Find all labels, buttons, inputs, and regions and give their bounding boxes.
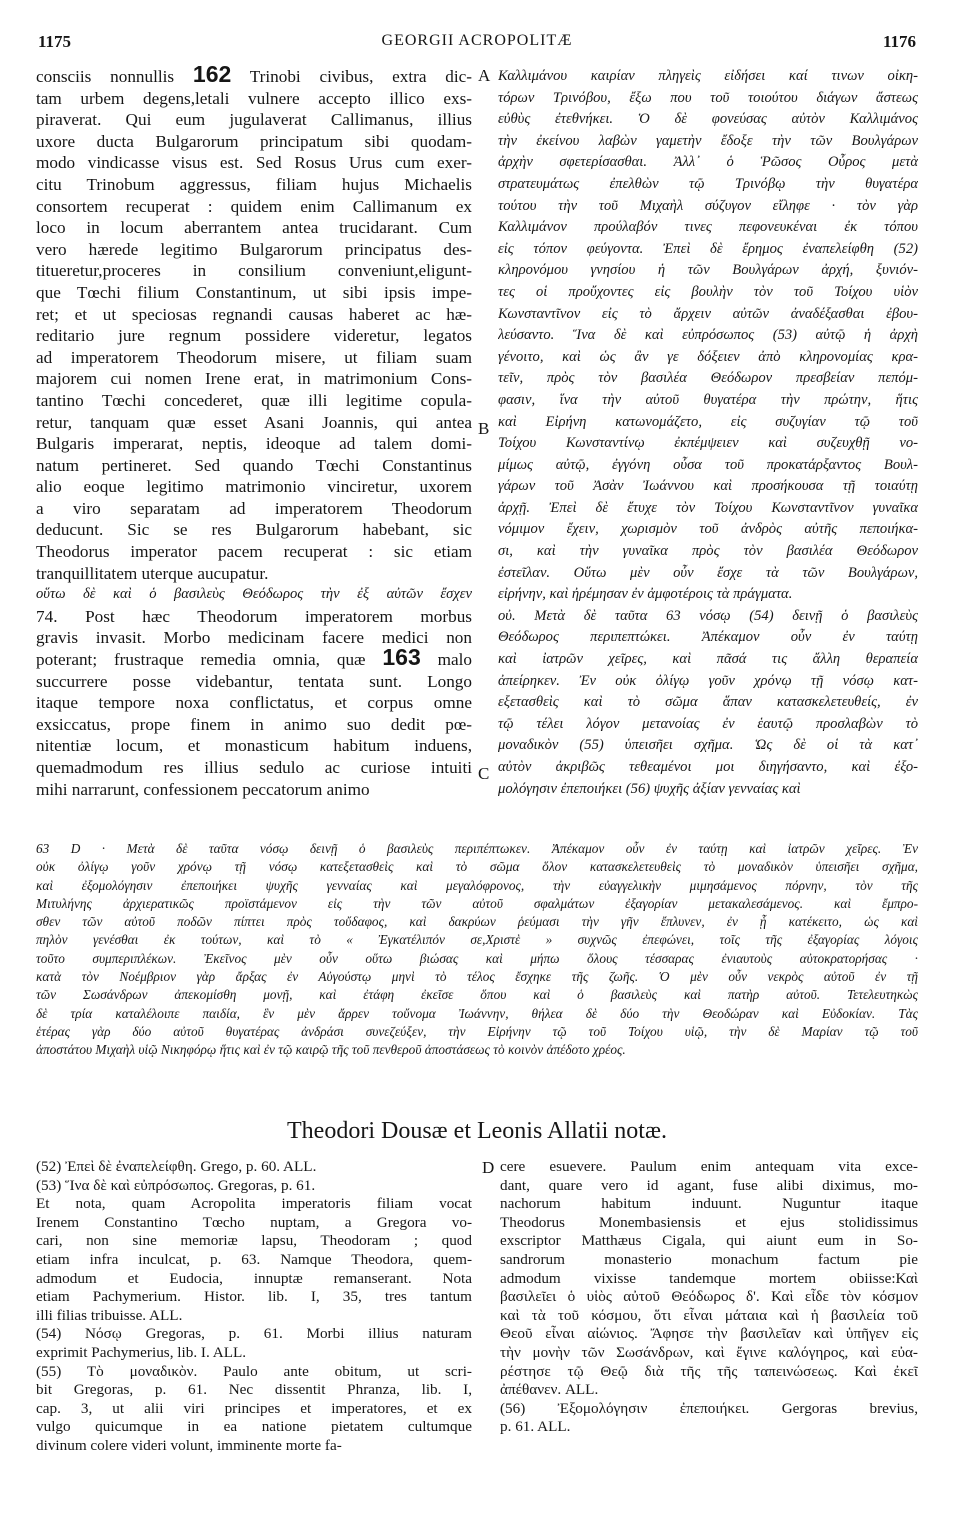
text-line: modo vindicasse visus est. Sed Rosus Urus cum exer-	[36, 153, 472, 173]
text-line: καὶ ἐξομολόγησιν ἐπεποιήκει ψυχῆς γενναίας καὶ μεγαλόφρονος, τὴν εὐαγγελικὴν μιμησάμενος πόρνην, τὸν τῆς	[36, 877, 918, 893]
notes-title: Theodori Dousæ et Leonis Allatii notæ.	[287, 1118, 667, 1144]
text-line: dant, quare vero id agant, fuse alibi diximus, mo-	[500, 1176, 918, 1194]
text-line: οὕτω δὲ καὶ ὁ βασιλεὺς Θεόδωρος τὴν ἐξ αὐτῶν ἔσχεν	[36, 586, 472, 603]
text-line: λεύσαντο. Ἵνα δὲ καὶ εὐπρόσωπος (53) αὐτῷ ἡ ἀρχὴ	[498, 327, 918, 344]
text-line: illi filias tribuisse. ALL.	[36, 1306, 183, 1324]
text-line: εξετασθεὶς καὶ τὸ σῶμα ἅπαν κατασκελετευθείς, ἐν	[498, 694, 918, 711]
text-line: piraverat. Qui eum jugulaverat Callimanus, illius	[36, 110, 472, 130]
margin-letter-c: C	[478, 764, 490, 783]
text-line: cari, non sine memoriæ lapsu, Theodoram ; quod	[36, 1232, 472, 1250]
text-line: quemadmodum res illius sedulo ac curiose intuiti	[36, 758, 472, 777]
notes-left-column	[36, 1158, 472, 1456]
text-line: μολόγησιν ἐπεποιήκει (56) ψυχῆς ἀξίαν γενναίας καὶ	[498, 780, 801, 797]
text-line: τὴν μονὴν τῶν Σωσάνδρων, καὶ ἔγινε καλόγηρος, καὶ εὐα-	[500, 1343, 918, 1361]
text-line: τοῦτο συμπεριπλέκων. Ἐκεῖνος μὲν οὖν οὕτω βιώσας καὶ μήπω ὅλους τέσσαρας ἐνιαυτοὺς αὐτοκρατορήσας ·	[36, 950, 918, 966]
text-line: exprimit Pachymerius, lib. I. ALL.	[36, 1343, 247, 1361]
text-line: ἀπείρηκεν. Ἐν οὐκ ὀλίγῳ γοῦν χρόνῳ τῇ νόσῳ κατ-	[498, 672, 918, 689]
text-line: οὐκ ὀλίγῳ γοῦν χρόνῳ τῇ νόσῳ κατεξετασθεὶς καὶ τὸ σῶμα ὅλον κατασκελετευθεὶς τὸ μοναδικὸν ὑπεισῆει σχῆμα,	[36, 859, 918, 875]
latin-column	[36, 66, 472, 800]
text-line: Καλλιμάνου καιρίαν πληγεὶς εἰδήσει καί τινων οἰκη-	[498, 68, 918, 84]
text-line: a viro separatam ad imperatorem Theodorum	[36, 498, 472, 518]
text-line: Irenem Constantino Tœcho nuptam, a Gregora vo-	[36, 1213, 472, 1231]
margin-letter-b: B	[478, 419, 490, 438]
text-line: ἀρχῇ. Ἐπεὶ δὲ ἔτυχε τὸν Τοίχου Κωνσταντῖνον γυναῖκα	[498, 499, 918, 516]
text-line: τῷ τέλει λόγον μετανοίας ἐν ἑαυτῷ προσλαβὼν τὸ	[498, 715, 918, 732]
text-line: τες οἱ προὔχοντες εἰς βουλὴν τὸν τοῦ Τοίχου υἱὸν	[498, 283, 918, 300]
text-line: (56) Ἐξομολόγησιν ἐπεποιήκει. Gergoras brevius,	[500, 1399, 918, 1417]
text-line: etiam Pachymerium. Histor. lib. I, 35, tres tantum	[36, 1288, 472, 1306]
text-line: φασιν, ἵνα τὴν αὐτοῦ θυγατέρα τὴν πρώτην, ἥτις	[498, 391, 918, 408]
text-line: μοναδικὸν (55) ὑπεισῆει σχῆμα. Ὡς δὲ οἱ τὰ κατ᾽	[498, 737, 918, 754]
text-line: retur, tanquam quæ esset Asani Joannis, qui antea	[36, 412, 472, 432]
text-line: reditario jure regnum possidere videretur, legatos	[36, 326, 472, 346]
text-line: alio eoque legitimo matrimonio vinciretur, uxorem	[36, 477, 472, 497]
text-line: Κωνσταντῖνον εἰς τὸ ἄρχειν αὐτῶν ἀναδέξασθαι ἐβου-	[498, 305, 918, 322]
text-line: nitentiæ locum, et monasticum habitum induens,	[36, 736, 472, 756]
text-line: ad imperatorem Theodorum misere, ut filiam suam	[36, 347, 472, 367]
text-line: mihi narrarunt, confessionem peccatorum animo	[36, 779, 370, 799]
running-header	[38, 32, 916, 56]
text-line: ρέστησε τῷ Θεῷ διὰ τῆς τῆς ταπεινώσεως. Καὶ ἐκεῖ	[500, 1362, 918, 1380]
text-line: ἑτέρας γὰρ δύο αὐτοῦ θυγατέρας ἀνδράσι συνεζεύξεν, τὴν Εἰρήνην τῷ τοῦ Τοίχου υἱῷ, τὴν δὲ Μαρίαν τῷ τοῦ	[36, 1023, 918, 1039]
text-line: titueretur,proceres in consilium conveniunt,eligunt-	[36, 261, 472, 281]
text-line: Et nota, quam Acropolita imperatoris filiam vocat	[36, 1195, 472, 1213]
text-line: δὲ τρία καταλέλοιπε παιδία, ἓν μὲν ἄρρεν τοὔνομα Ἰωάννην, θήλεα δὲ δύο τὴν Θεοδώραν καὶ Εὐδοκίαν. Τὰς	[36, 1005, 918, 1021]
text-line: εἰς τόπον φεύγοντα. Ἐπεὶ δὲ ἔρημος ἐναπελείφθη (52)	[498, 240, 918, 257]
text-line: γένοιτο, καὶ ὡς ἂν γε δόξειεν ἀπὸ κληρονομίας κρα-	[498, 348, 918, 365]
text-line: εἰρήνην, καὶ ἠρέμησαν ἐν ἀμφοτέροις τὰ πράγματα.	[498, 586, 793, 603]
text-line: itaque tempore noxa conflictatus, et corpus omne	[36, 693, 472, 713]
text-line: μίμως αὐτῷ, ἐγγόνη οὖσα τοῦ προκατάρξαντος Βουλ-	[498, 456, 918, 473]
text-line: exscriptor Matthæus Cigala, qui aiunt eum in So-	[500, 1232, 918, 1250]
text-line: succurrere posse videbantur, tentata sunt. Longo	[36, 671, 472, 691]
page-number-left: 1175	[38, 32, 72, 51]
text-line: deducunt. Sic se res Bulgarorum habebant, sic	[36, 520, 472, 540]
text-line: εὐθὺς ἐτεθνήκει. Ὁ δὲ φονεύσας αὐτὸν Καλλιμάνος	[498, 111, 918, 128]
text-line: ἀποστάτου Μιχαὴλ υἱῷ Νικηφόρῳ ἥτις καὶ ἐν τῷ καιρῷ τῆς τοῦ πενθεροῦ ἀποστάσεως τὸ κοινὸν ἀπέδοτο χρέος.	[36, 1042, 626, 1058]
text-line: καὶ ἰατρῶν χεῖρες, καὶ πᾶσά τις ἄλλη θεραπεία	[498, 651, 918, 668]
text-line: αὐτὸν ἀκριβῶς τεθεαμένοι μοι διηγήσαντο, καὶ ἐξο-	[498, 759, 918, 775]
text-line: admodum vixisse tandemque mortem obiisse:Καὶ	[500, 1269, 918, 1287]
text-line: τούτου τὴν τοῦ Μιχαὴλ σύζυγον εἴληφε · τὸν γὰρ	[498, 197, 918, 214]
text-line: τόρων Τρινόβου, ἔξω που τοῦ τοιούτου διάγων ἄστεως	[498, 89, 918, 106]
running-title: GEORGII ACROPOLITÆ	[381, 32, 573, 49]
text-line: p. 61. ALL.	[500, 1418, 571, 1436]
text-line: κληρονόμου γνησίου ἡ τῶν Βουλγάρων ἀρχή, ξυνιόν-	[498, 262, 918, 279]
text-line: κατὰ τὸν Νοέμβριον γὰρ ἄρξας ἐν Αὐγούστῳ μηνὶ τὸ τέλος ἔσχηκε τῆς ζωῆς. Ὁ μὲν οὖν νεκρὸς αὐτοῦ ἐν τῇ	[36, 969, 918, 985]
text-line: τεῖν, πρὸς τὸν βασιλέα Θεόδωρον πρεσβείαν πεπόμ-	[498, 370, 918, 387]
text-line: tranquillitatem uterque aucupatur.	[36, 563, 269, 583]
text-line: 74. Post hæc Theodorum imperatorem morbus	[36, 606, 472, 626]
text-line: τὴν ἐκείνου λαβὼν γαμετὴν ἔδοξε τὴν τῶν Βουλγάρων	[498, 132, 918, 149]
text-line: consortem recuperat : quidem enim Callimanum ex	[36, 196, 472, 216]
text-line: divinum colere videri volunt, imminente morte fa-	[36, 1436, 342, 1454]
text-line: Theodorus Monembasiensis et ejus stolidissimus	[500, 1213, 918, 1231]
text-line: citu Trinobum aggressus, filiam hujus Michaelis	[36, 174, 472, 194]
text-line: gravis invasit. Morbo medicinam facere medici non	[36, 628, 472, 648]
text-line: cere esuevere. Paulum enim antequam vita exce-	[500, 1158, 918, 1175]
text-line: que Tœchi filium Constantinum, ut sibi ipsis impe-	[36, 282, 472, 302]
margin-letter-a: A	[478, 66, 491, 85]
text-line: πηλὸν γενέσθαι ἐκ τούτων, καὶ τὸ « Ἐγκατέλιπόν σε,Χριστὲ » συχνῶς ἐπεφώνει, τοῖς τῆς ἐξαγορίας λόγοις	[36, 932, 918, 948]
text-line: uxore ducta Bulgarorum principatum sibi quodam-	[36, 131, 472, 151]
text-line: (53) Ἵνα δὲ καὶ εὐπρόσωπος. Gregoras, p. 61.	[36, 1176, 316, 1194]
text-line: ἀπέθανεν. ALL.	[500, 1381, 599, 1399]
text-line: Theodorus imperator pacem recuperat : sic etiam	[36, 542, 472, 562]
page-marker: 162	[192, 66, 232, 87]
text-line: nachorum habitum induunt. Nuguntur itaque	[500, 1195, 918, 1213]
text-line: vulgo quicumque in ea natione pietatem cultumque	[36, 1418, 472, 1436]
text-line: (54) Νόσῳ Gregoras, p. 61. Morbi illius naturam	[36, 1325, 472, 1343]
greek-column	[498, 66, 918, 800]
text-line: cap. 3, ut alii viri principes et imperatores, et ex	[36, 1399, 472, 1417]
text-line: tam urbem degens,letali vulnere accepto illico exs-	[36, 88, 472, 108]
margin-letter-d: D	[482, 1158, 495, 1177]
text-line: τῶν Σωσάνδρων ἀπεκομίσθη μονῇ, καὶ ἐτάφη ἐκεῖσε ὅπου καὶ ὁ βασιλεὺς καὶ πατὴρ αὐτοῦ. Τετελευτηκὼς	[36, 987, 918, 1003]
text-line: καὶ τὰ τοῦ κόσμου, ὅτι εἶναι μάταια καὶ ἡ βασιλεία τοῦ	[500, 1306, 918, 1324]
text-line: σι, καὶ τὴν γυναῖκα πρὸς τὸν βασιλέα Θεόδωρον	[498, 543, 918, 560]
text-line: βασιλεῖει ὁ υἱὸς αὐτοῦ Θεόδωρος δ'. Καὶ εἶδε τὸν κόσμον	[500, 1288, 918, 1306]
footnote-63	[36, 840, 918, 1060]
text-line: γάρων τοῦ Ἀσὰν Ἰωάννου καὶ προσήκουσα τῇ τοιαύτῃ	[498, 478, 918, 495]
text-line: sandrorum monasterio monachum factum pie	[500, 1250, 918, 1268]
page-number-right: 1176	[882, 32, 916, 51]
text-line: Bulgaris imperarat, neptis, ideoque ad talem domi-	[36, 434, 472, 454]
text-line: ἐστεῖλαν. Οὕτω μὲν οὖν ἔσχε τὰ τῶν Βουλγάρων,	[498, 564, 918, 581]
text-line: Καλλιμάνον προύλαβόν τινες πεφονευκέναι ἐκ τόπου	[498, 219, 918, 236]
text-line: Θεοῦ εἶναι αἰώνιος. Ἄφησε τὴν βασιλεῖαν καὶ ὑπῆγεν εἰς	[500, 1325, 918, 1343]
text-line: vero hærede legitimo Bulgarorum principatus des-	[36, 239, 472, 259]
text-line: Θεόδωρος περιπεπτώκει. Ἀπέκαμον οὖν ἐν ταύτῃ	[498, 629, 918, 646]
text-line: tantino Tœchi concederet, quæ illi legitime copula-	[36, 390, 472, 410]
text-line: ἀρχὴν σφετερίσασθαι. Ἀλλ᾽ ὁ Ῥῶσος Οὖρος μετὰ	[498, 154, 918, 171]
text-line: (55) Τὸ μοναδικὸν. Paulo ante obitum, ut scri-	[36, 1362, 472, 1380]
text-line: bit Gregoras, p. 61. Nec dissentit Phranza, lib. I,	[36, 1381, 472, 1399]
text-line: admodum et Eudocia, innuptæ remanserant. Nota	[36, 1269, 472, 1287]
text-line: ret; et ut speciosas regnandi causas haberet ac hæ-	[36, 304, 472, 324]
text-line: στρατευμάτως ἐπελθὼν τῷ Τρινόβῳ τὴν θυγατέρα	[498, 175, 918, 192]
text-line: οὐ. Μετὰ δὲ ταῦτα 63 νόσῳ (54) δεινῇ ὁ βασιλεὺς	[498, 607, 918, 624]
text-line: Μιτυλήνης ἀρχιερατικῶς προϊστάμενον εἰς τὴν τῶν αὐτοῦ σφαλμάτων ἐξαγορίαν μετακαλεσάμενος. καὶ ἔμπρο-	[36, 895, 918, 911]
text-line: poterant; frustraque remedia omnia, quæ 163 malo	[36, 649, 472, 671]
text-line: exsiccatus, prope finem in animo suo dedit pœ-	[36, 714, 472, 734]
text-line: majorem cui nomen Irene erat, in matrimonium Cons-	[36, 369, 472, 389]
notes-right-column	[500, 1158, 918, 1437]
text-line: 63 D · Μετὰ δὲ ταῦτα νόσῳ δεινῇ ὁ βασιλεὺς περιπέπτωκεν. Ἀπέκαμον οὖν ἐν ταύτῃ καὶ ἰατρῶν χεῖρες. Ἐν	[36, 841, 918, 856]
text-line: Τοίχου Κωνσταντίνῳ ἐκπέμψειεν καὶ συζευχθῇ νο-	[498, 435, 918, 452]
text-line: νόμιμον ἔχειν, χωρισμὸν τοῦ ἀνδρὸς αὐτῆς πεποιήκα-	[498, 521, 918, 538]
page-marker: 163	[382, 649, 421, 671]
text-line: (52) Ἐπεὶ δὲ ἐναπελείφθη. Grego, p. 60. ALL.	[36, 1158, 317, 1175]
text-line: σθεν τῶν αὐτοῦ ποδῶν πίπτει πρὸς τοὔδαφος, καὶ δακρύων ῥεύμασι τὴν γῆν ἔπλυνεν, ἐν ᾗ κατέκειτο, ὡς καὶ	[36, 914, 918, 930]
text-line: consciis nonnullis 162 Trinobi civibus, extra dic-	[36, 66, 472, 88]
text-line: natum pertineret. Sed quando Tœchi Constantinus	[36, 455, 472, 475]
text-line: etiam infra inculcat, p. 63. Namque Theodora, quem-	[36, 1250, 472, 1268]
text-line: loco in locum aberrantem antea trucidarant. Cum	[36, 218, 472, 238]
text-line: καὶ Εἰρήνη κατωνομάζετο, εἰς συζυγίαν τῷ τοῦ	[498, 413, 918, 430]
